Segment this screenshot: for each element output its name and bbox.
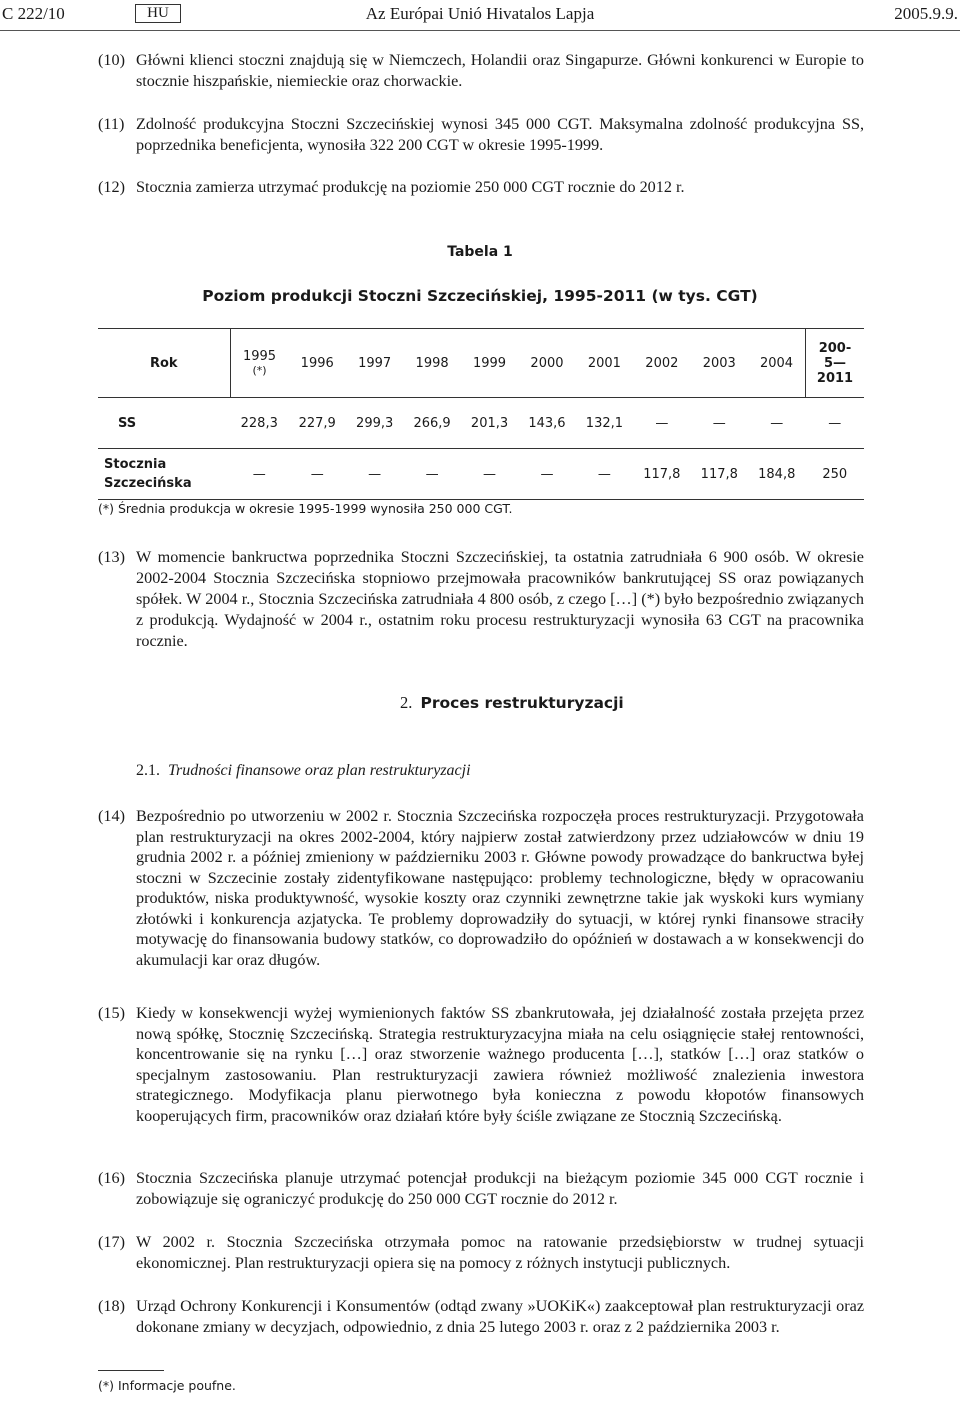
year-last-line: 200- <box>818 340 852 356</box>
year-cell: 1999 <box>461 329 518 398</box>
paragraph-number: (16) <box>98 1169 125 1187</box>
year-cell: 1996 <box>289 329 346 398</box>
value-cell: 250 <box>806 449 865 500</box>
production-table <box>98 328 864 500</box>
paragraph-11 <box>98 114 864 156</box>
journal-title: Az Európai Unió Hivatalos Lapja <box>365 4 595 23</box>
value-cell: — <box>806 398 865 449</box>
row-label: Stocznia Szczecińska <box>98 449 230 500</box>
value-cell: 266,9 <box>403 398 460 449</box>
year-last-line: 5— <box>823 355 847 371</box>
paragraph-14 <box>98 806 864 970</box>
value-cell: — <box>461 449 518 500</box>
page-footnote: (*) Informacje poufne. <box>98 1378 236 1393</box>
paragraph-text: Stocznia zamierza utrzymać produkcję na poziomie 250 000 CGT rocznie do 2012 r. <box>136 178 685 196</box>
value-cell: — <box>230 449 289 500</box>
paragraph-number: (14) <box>98 807 125 825</box>
value-cell: 201,3 <box>461 398 518 449</box>
value-cell: — <box>633 398 690 449</box>
paragraph-13 <box>98 547 864 652</box>
year-last-line: 2011 <box>816 370 854 386</box>
header-rule <box>0 30 960 31</box>
paragraph-text: W 2002 r. Stocznia Szczecińska otrzymała pomoc na ratowanie przedsiębiorstw w trudnej sytuacji ekonomicznej. Plan restrukturyzacji opiera się na pomocy z różnych instytucji publicznych. <box>136 1233 864 1272</box>
table-footnote: (*) Średnia produkcja w okresie 1995-1999 wynosiła 250 000 CGT. <box>98 501 513 516</box>
value-cell: — <box>518 449 575 500</box>
footnote-rule <box>98 1370 164 1371</box>
row-label: SS <box>98 398 230 449</box>
value-cell: 132,1 <box>576 398 633 449</box>
year-cell: 2004 <box>748 329 806 398</box>
year-cell: 2001 <box>576 329 633 398</box>
value-cell: — <box>748 398 806 449</box>
paragraph-text: Zdolność produkcyjna Stoczni Szczecińskiej wynosi 345 000 CGT. Maksymalna zdolność produkcyjna SS, poprzednika beneficjenta, wynosiła 322 200 CGT w okresie 1995-1999. <box>136 115 864 154</box>
paragraph-text: Urząd Ochrony Konkurencji i Konsumentów (odtąd zwany »UOKiK«) zaakceptował plan restrukturyzacji oraz dokonane zmiany w decyzjach, odpowiednio, z dnia 25 lutego 2003 r. oraz z 2 października 2003 r. <box>136 1297 864 1336</box>
table-row <box>98 398 864 449</box>
year-cell: 1997 <box>346 329 403 398</box>
section-title: Proces restrukturyzacji <box>420 694 624 712</box>
language-code-box: HU <box>135 4 181 23</box>
value-cell: — <box>691 398 748 449</box>
paragraph-number: (12) <box>98 178 125 196</box>
paragraph-16 <box>98 1168 864 1209</box>
publication-date: 2005.9.9. <box>894 4 958 23</box>
year-1995-note: (*) <box>252 364 267 377</box>
paragraph-text: Kiedy w konsekwencji wyżej wymienionych faktów SS zbankrutowała, jej działalność została przejęta przez nową spółkę, Stocznię Szczecińską. Strategia restrukturyzacyjna miała na celu osiągnięcie stałej rentowności, koncentrowanie się na rynku […] oraz stworzenie ważnego producenta […], statków […] oraz statków o specjalnym zastosowaniu. Plan restrukturyzacji zawiera również możliwość znalezienia inwestora strategicznego. Modyfikacja planu pierwotnego była konieczna z powodu kłopotów finansowych kooperujących firm, pracowników oraz działań które były ściśle związane ze Stocznią Szczecińską. <box>136 1004 864 1125</box>
paragraph-text: W momencie bankructwa poprzednika Stoczni Szczecińskiej, ta ostatnia zatrudniała 6 900 osób. W okresie 2002-2004 Stocznia Szczecińska stopniowo przejmowała pracowników bankrutującej SS oraz powiązanych spółek. W 2004 r., Stocznia Szczecińska zatrudniała 4 800 osób, z czego […] (*) było bezpośrednio związanych z produkcją. Wydajność w 2004 r., ostatnim roku procesu restrukturyzacji wynosiła 63 CGT na pracownika rocznie. <box>136 548 864 650</box>
value-cell: 299,3 <box>346 398 403 449</box>
value-cell: — <box>346 449 403 500</box>
value-cell: 227,9 <box>289 398 346 449</box>
paragraph-number: (13) <box>98 548 125 566</box>
paragraph-text: Stocznia Szczecińska planuje utrzymać potencjał produkcji na bieżącym poziomie 345 000 CGT rocznie i zobowiązuje się ograniczyć produkcję do 250 000 CGT rocznie do 2012 r. <box>136 1169 864 1208</box>
subsection-heading <box>136 762 471 780</box>
section-heading <box>400 693 624 713</box>
paragraph-text: Bezpośrednio po utworzeniu w 2002 r. Stocznia Szczecińska rozpoczęła proces restrukturyzacji. Przygotowała plan restrukturyzacji na okres 2002-2004, który najpierw został zatwierdzony przez udziałowców w dniu 19 grudnia 2002 r. a później zmieniony w październiku 2003 r. Główne powody prowadzące do bankructwa byłej stoczni w Szczecinie zostały zidentyfikowane następująco: problemy technologiczne, błędy w opracowaniu produktów, niska produktywność, wysokie koszty oraz czynniki zewnętrzne takie jak wyskoki kurs wymiany złotówki i konkurencja azjatycka. Te problemy doprowadziły do sytuacji, w której rynki finansowe straciły motywację do finansowania budowy statków, co doprowadziło do opóźnień w dostawach a w konsekwencji do akumulacji kar oraz długów. <box>136 807 864 969</box>
paragraph-number: (11) <box>98 115 125 133</box>
value-cell: 143,6 <box>518 398 575 449</box>
paragraph-number: (10) <box>98 51 125 69</box>
table-row <box>98 449 864 500</box>
year-cell: 2002 <box>633 329 690 398</box>
paragraph-number: (15) <box>98 1004 125 1022</box>
value-cell: 228,3 <box>230 398 289 449</box>
section-number: 2. <box>400 693 413 712</box>
paragraph-15 <box>98 1003 864 1126</box>
value-cell: — <box>403 449 460 500</box>
paragraph-10 <box>98 50 864 92</box>
row-header-year: Rok <box>98 329 230 398</box>
paragraph-17 <box>98 1232 864 1273</box>
year-cell: 2003 <box>691 329 748 398</box>
table-header-row <box>98 329 864 398</box>
paragraph-text: Główni klienci stoczni znajdują się w Niemczech, Holandii oraz Singapurze. Główni konkurenci w Europie to stocznie hiszpańskie, niemieckie oraz chorwackie. <box>136 51 864 90</box>
year-cell-last <box>806 329 865 398</box>
year-cell: 2000 <box>518 329 575 398</box>
year-cell <box>230 329 289 398</box>
subsection-number: 2.1. <box>136 762 160 779</box>
table-title: Poziom produkcji Stoczni Szczecińskiej, 1995-2011 (w tys. CGT) <box>202 287 758 305</box>
paragraph-number: (17) <box>98 1233 125 1251</box>
table-label: Tabela 1 <box>447 244 513 260</box>
year-1995: 1995 <box>242 349 277 364</box>
paragraph-12 <box>98 177 864 198</box>
value-cell: — <box>289 449 346 500</box>
year-cell: 1998 <box>403 329 460 398</box>
paragraph-18 <box>98 1296 864 1337</box>
paragraph-number: (18) <box>98 1297 125 1315</box>
subsection-title: Trudności finansowe oraz plan restrukturyzacji <box>168 762 471 779</box>
page-reference: C 222/10 <box>2 4 65 23</box>
value-cell: 117,8 <box>633 449 690 500</box>
value-cell: 117,8 <box>691 449 748 500</box>
value-cell: 184,8 <box>748 449 806 500</box>
value-cell: — <box>576 449 633 500</box>
